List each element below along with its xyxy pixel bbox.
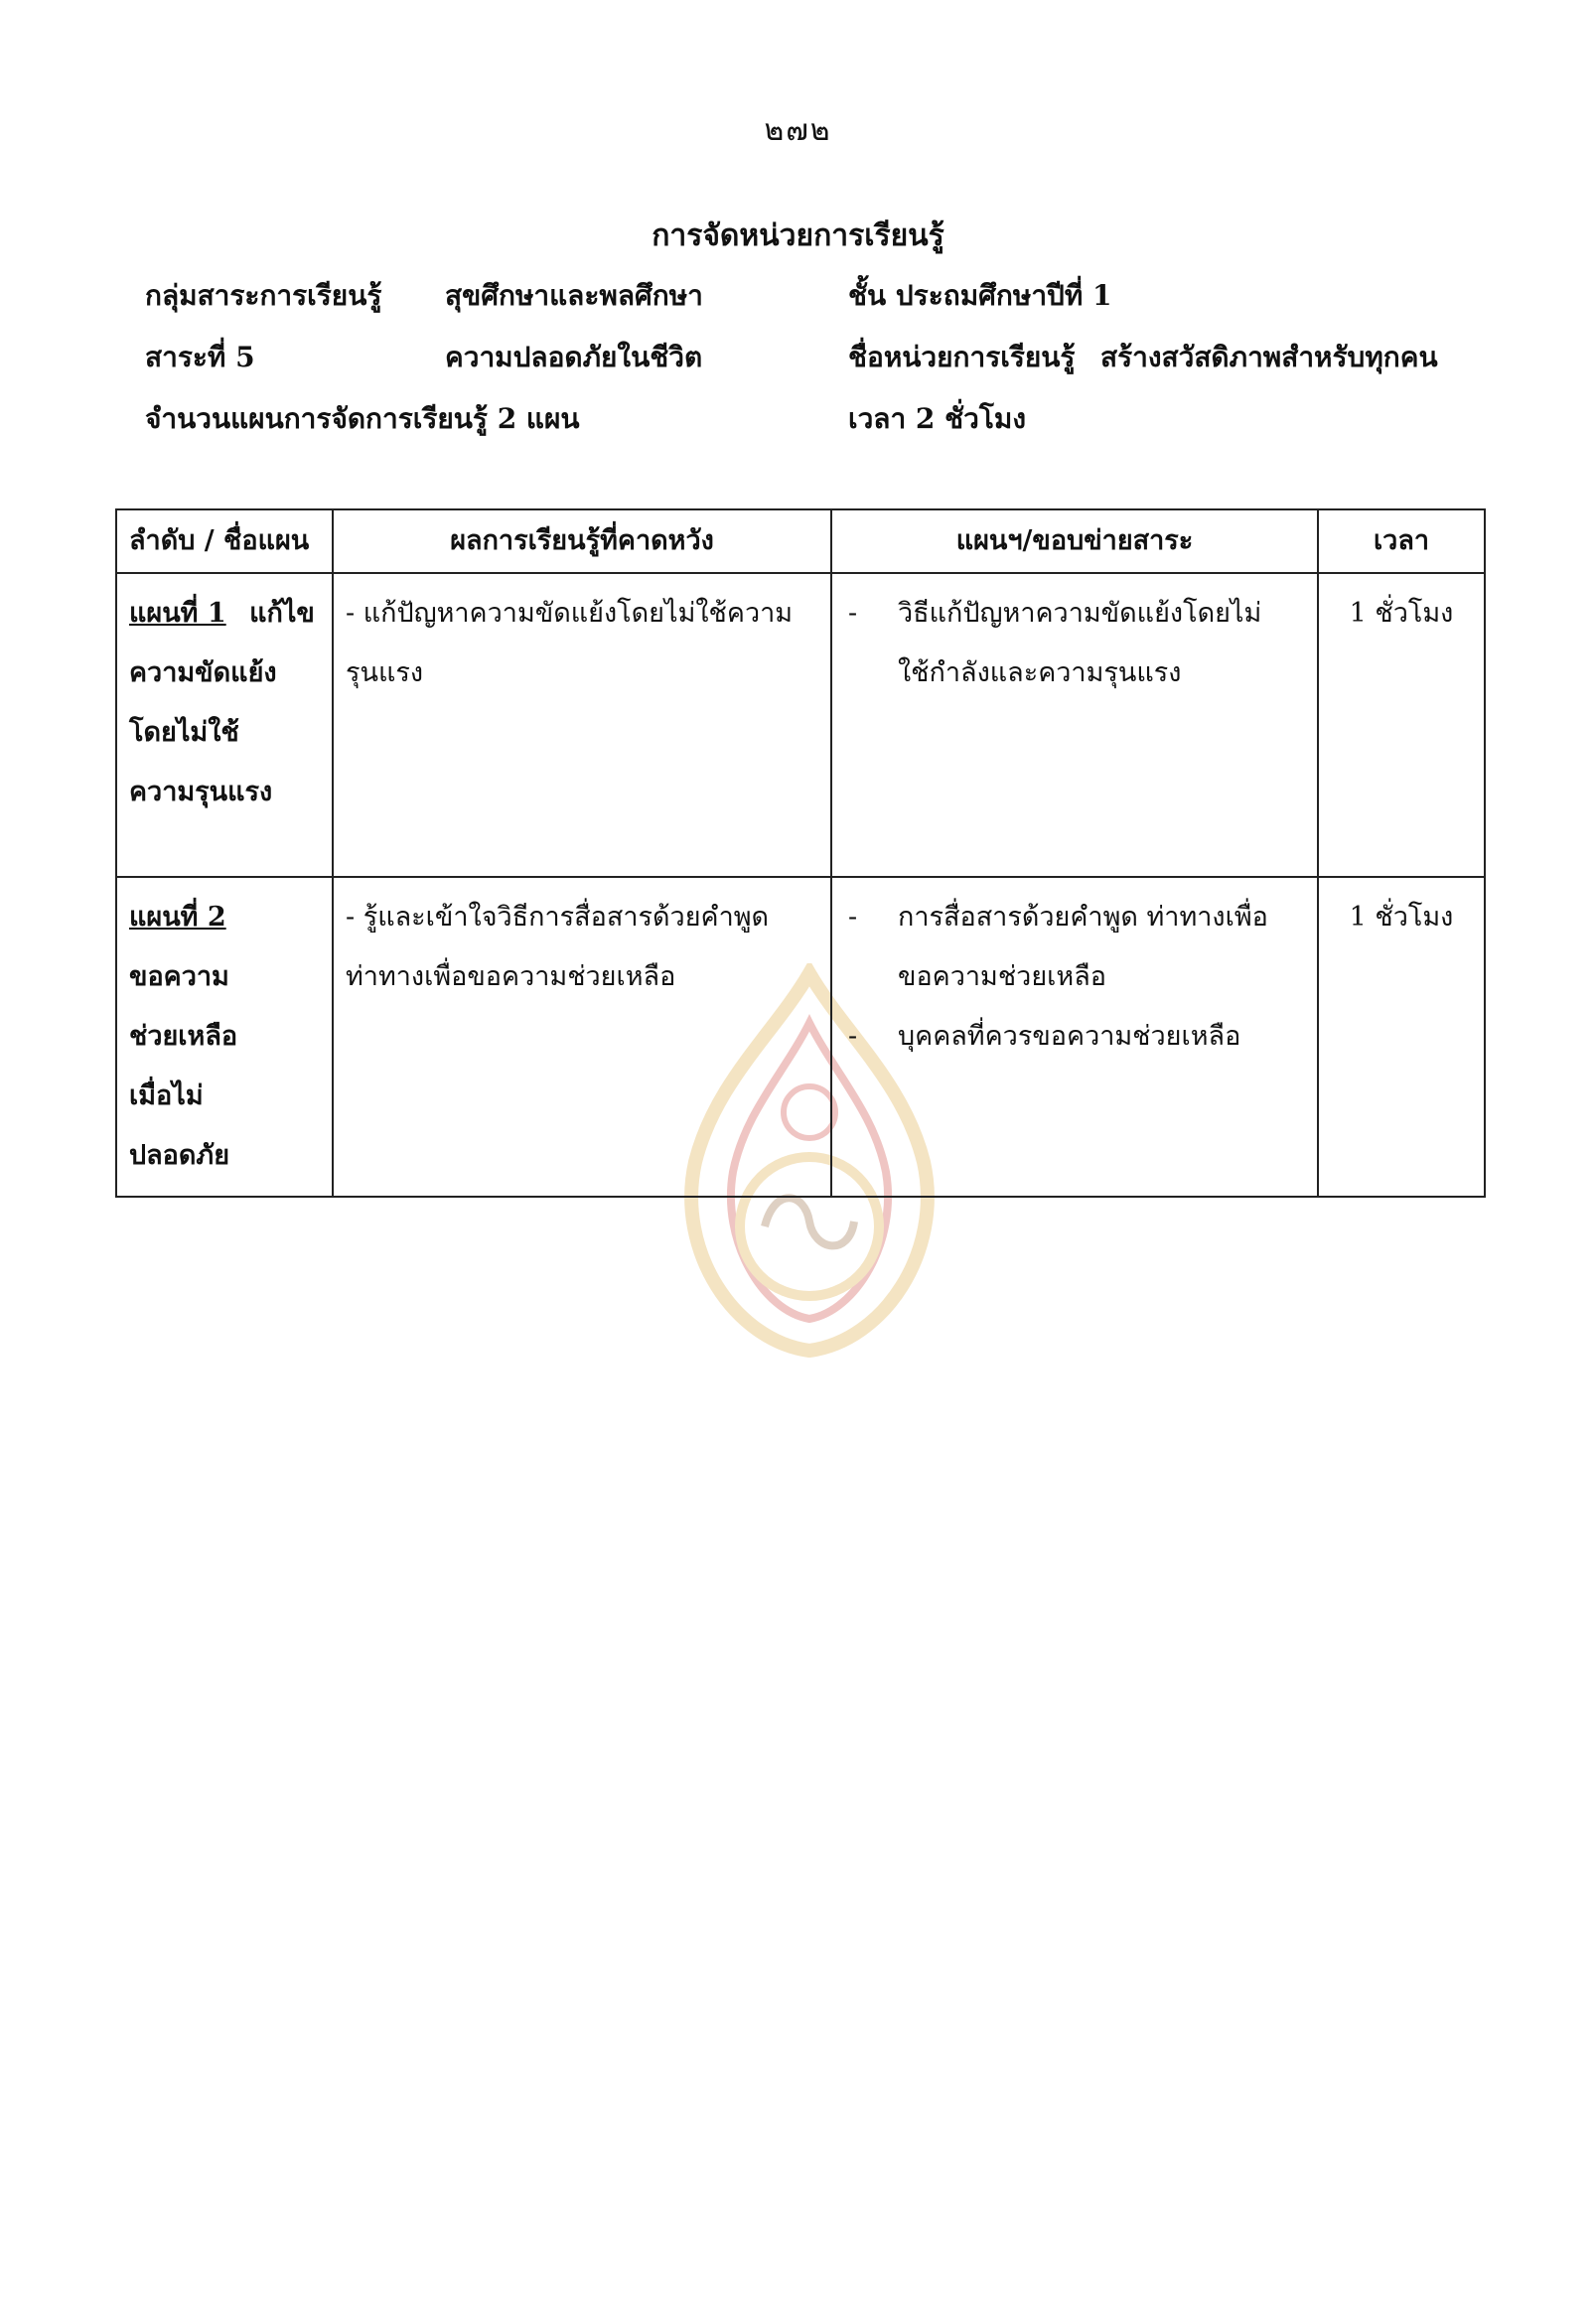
document-title: การจัดหน่วยการเรียนรู้: [652, 218, 944, 253]
plan-name-part: ปลอดภัย: [129, 1140, 230, 1171]
time-cell: 1 ชั่วโมง: [1318, 877, 1485, 1197]
meta-row-plan-count: [0, 397, 1596, 447]
scope-line: วิธีแก้ปัญหาความขัดแย้งโดยไม่: [898, 598, 1262, 629]
page-number: ๒๗๒: [764, 113, 832, 148]
scope-line: บุคคลที่ควรขอความช่วยเหลือ: [898, 1021, 1241, 1052]
plan-name-cell: [116, 573, 333, 877]
scope-item: [844, 1007, 1305, 1067]
header-outcome: ผลการเรียนรู้ที่คาดหวัง: [333, 509, 831, 573]
outcome-line: - แก้ปัญหาความขัดแย้งโดยไม่ใช้ความ: [346, 598, 794, 629]
plan-name-part: ความรุนแรง: [129, 777, 273, 807]
plan-count: จำนวนแผนการจัดการเรียนรู้ 2 แผน: [145, 402, 580, 435]
table-header-row: [116, 509, 1485, 573]
table-row: [116, 877, 1485, 1197]
subject-label: กลุ่มสาระการเรียนรู้: [145, 279, 382, 312]
subject-value: สุขศึกษาและพลศึกษา: [445, 279, 703, 312]
scope-cell: [831, 877, 1318, 1197]
plan-name-part: ช่วยเหลือ: [129, 1021, 238, 1052]
plan-name-part: แก้ไข: [249, 598, 315, 629]
strand-label: สาระที่ 5: [145, 341, 255, 373]
header-time: เวลา: [1318, 509, 1485, 573]
plan-name-part: ความขัดแย้ง: [129, 657, 277, 688]
grade-level: ชั้น ประถมศึกษาปีที่ 1: [848, 279, 1112, 312]
outcome-line: รุนแรง: [346, 657, 424, 688]
plan-name-cell: [116, 877, 333, 1197]
total-duration: เวลา 2 ชั่วโมง: [848, 402, 1027, 435]
plan-number: แผนที่ 1: [129, 598, 226, 629]
meta-row-strand: [0, 336, 1596, 385]
scope-item: [844, 584, 1305, 703]
header-plan: ลำดับ / ชื่อแผน: [116, 509, 333, 573]
meta-row-subject: [0, 274, 1596, 324]
strand-value: ความปลอดภัยในชีวิต: [445, 341, 703, 373]
scope-cell: [831, 573, 1318, 877]
scope-line: ขอความช่วยเหลือ: [898, 961, 1106, 992]
plan-title-line: [129, 584, 320, 644]
scope-dash: -: [848, 902, 858, 933]
plan-name-part: โดยไม่ใช้: [129, 717, 239, 748]
outcome-cell: [333, 573, 831, 877]
unit-plan-table: [115, 508, 1486, 1198]
outcome-cell: [333, 877, 831, 1197]
scope-dash: -: [848, 1021, 858, 1052]
scope-line: ใช้กำลังและความรุนแรง: [898, 657, 1182, 688]
outcome-line: - รู้และเข้าใจวิธีการสื่อสารด้วยคำพูด: [346, 902, 770, 933]
time-cell: 1 ชั่วโมง: [1318, 573, 1485, 877]
scope-line: การสื่อสารด้วยคำพูด ท่าทางเพื่อ: [898, 902, 1268, 933]
plan-name-part: เมื่อไม่: [129, 1080, 204, 1111]
plan-number: แผนที่ 2: [129, 902, 226, 933]
scope-item: [844, 888, 1305, 1007]
unit-name-value: สร้างสวัสดิภาพสำหรับทุกคน: [1100, 341, 1438, 373]
scope-dash: -: [848, 598, 858, 629]
emblem-script: [765, 1198, 854, 1245]
header-scope: แผนฯ/ขอบข่ายสาระ: [831, 509, 1318, 573]
table-row: [116, 573, 1485, 877]
outcome-line: ท่าทางเพื่อขอความช่วยเหลือ: [346, 961, 676, 992]
unit-name-label: ชื่อหน่วยการเรียนรู้: [848, 341, 1076, 373]
plan-name-part: ขอความ: [129, 961, 229, 992]
